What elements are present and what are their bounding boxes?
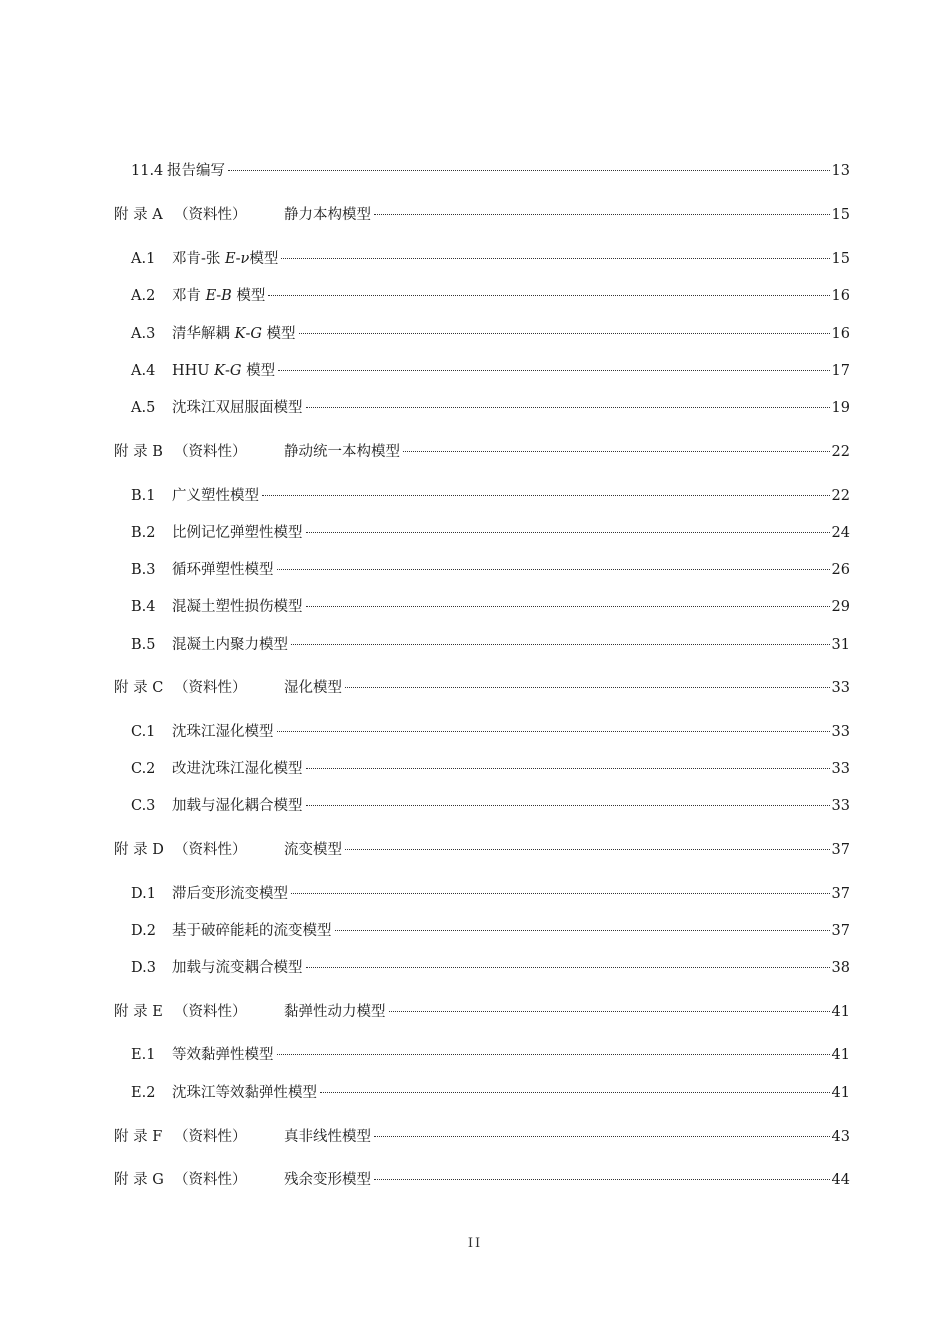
toc-entry-title: 广义塑性模型 [172, 488, 259, 504]
toc-entry-label [131, 598, 303, 616]
toc-entry-label [131, 325, 296, 343]
toc-entry-label [131, 362, 275, 380]
toc-entry-number: E.1 [131, 1047, 156, 1063]
toc-entry-label [131, 723, 274, 741]
toc-page-number: 15 [831, 251, 850, 267]
toc-entry-label [131, 760, 303, 778]
toc-entry-number: 附 录 F [114, 1129, 163, 1145]
toc-entry-number: C.2 [131, 761, 156, 777]
toc-entry-number: B.4 [131, 599, 156, 615]
toc-page-number: 33 [831, 724, 850, 740]
toc-entry-title: 加载与流变耦合模型 [172, 960, 303, 976]
toc-entry-number: B.2 [131, 525, 156, 541]
toc-appendix-entry[interactable] [114, 679, 850, 697]
toc-entry-title: 报告编写 [167, 163, 225, 179]
dot-leader [281, 258, 829, 259]
dot-leader [278, 370, 829, 371]
toc-section-entry[interactable] [131, 162, 850, 180]
dot-leader [374, 1136, 830, 1137]
toc-page-number: 29 [831, 599, 850, 615]
dot-leader [228, 170, 830, 171]
toc-appendix-type: （资料性） [174, 444, 247, 460]
toc-entry-number: E.2 [131, 1085, 156, 1101]
toc-entry-label [114, 1003, 386, 1021]
toc-page-number: 24 [831, 525, 850, 541]
toc-section-entry[interactable] [131, 524, 850, 542]
toc-appendix-type: （资料性） [174, 1172, 247, 1188]
toc-section-entry[interactable] [131, 561, 850, 579]
toc-entry-title: 沈珠江等效黏弹性模型 [172, 1085, 317, 1101]
toc-page-number: 16 [831, 288, 850, 304]
dot-leader [345, 687, 830, 688]
toc-entry-label [114, 1171, 371, 1189]
toc-page-number: 31 [831, 637, 850, 653]
toc-entry-title: 清华解耦 K-G 模型 [172, 326, 296, 342]
dot-leader [306, 407, 830, 408]
toc-entry-number: A.5 [131, 400, 156, 416]
toc-appendix-type: （资料性） [174, 842, 247, 858]
dot-leader [306, 967, 830, 968]
toc-entry-number: 附 录 B [114, 444, 163, 460]
toc-entry-label [131, 487, 259, 505]
toc-entry-title: 流变模型 [284, 842, 342, 858]
toc-page-number: 15 [831, 207, 850, 223]
toc-section-entry[interactable] [131, 959, 850, 977]
toc-page-number: 41 [831, 1004, 850, 1020]
dot-leader [299, 333, 830, 334]
dot-leader [374, 1179, 830, 1180]
dot-leader [268, 295, 829, 296]
toc-entry-number: A.1 [131, 251, 156, 267]
toc-entry-label [131, 287, 265, 305]
toc-section-entry[interactable] [131, 885, 850, 903]
toc-appendix-type: （资料性） [174, 207, 247, 223]
toc-entry-label [131, 1046, 274, 1064]
toc-entry-number: B.1 [131, 488, 156, 504]
toc-section-entry[interactable] [131, 1084, 850, 1102]
toc-entry-title: 改进沈珠江湿化模型 [172, 761, 303, 777]
toc-entry-title: 静力本构模型 [284, 207, 371, 223]
toc-appendix-entry[interactable] [114, 443, 850, 461]
toc-entry-title: 循环弹塑性模型 [172, 562, 274, 578]
toc-entry-title: 沈珠江湿化模型 [172, 724, 274, 740]
toc-page-number: 16 [831, 326, 850, 342]
toc-entry-label [131, 524, 303, 542]
dot-leader [335, 930, 830, 931]
toc-page-number: 44 [831, 1172, 850, 1188]
toc-page-number: 38 [831, 960, 850, 976]
toc-entry-number: 附 录 A [114, 207, 163, 223]
toc-entry-title: 湿化模型 [284, 680, 342, 696]
toc-entry-label [131, 250, 278, 268]
dot-leader [306, 532, 830, 533]
toc-page-number: 13 [831, 163, 850, 179]
toc-entry-title: 滞后变形流变模型 [172, 886, 288, 902]
toc-entry-label [114, 1128, 371, 1146]
toc-entry-number: D.1 [131, 886, 156, 902]
toc-section-entry[interactable] [131, 723, 850, 741]
toc-entry-label [114, 206, 371, 224]
dot-leader [277, 569, 830, 570]
toc-page-number: 37 [831, 886, 850, 902]
dot-leader [320, 1092, 830, 1093]
toc-section-entry[interactable] [131, 487, 850, 505]
dot-leader [277, 1054, 830, 1055]
toc-entry-label [131, 636, 288, 654]
toc-appendix-entry[interactable] [114, 206, 850, 224]
toc-entry-title: 残余变形模型 [284, 1172, 371, 1188]
toc-entry-title: 邓肯 E-B 模型 [172, 288, 266, 304]
toc-entry-number: 附 录 D [114, 842, 164, 858]
toc-appendix-type: （资料性） [174, 1004, 247, 1020]
toc-section-entry[interactable] [131, 325, 850, 343]
toc-page-number: 19 [831, 400, 850, 416]
toc-entry-number: B.3 [131, 562, 156, 578]
toc-entry-number: A.3 [131, 326, 156, 342]
toc-entry-number: C.1 [131, 724, 156, 740]
toc-entry-number: 11.4 [131, 163, 164, 179]
toc-page-number: 43 [831, 1129, 850, 1145]
dot-leader [306, 805, 830, 806]
toc-entry-number: A.2 [131, 288, 156, 304]
dot-leader [262, 495, 830, 496]
dot-leader [277, 731, 830, 732]
toc-appendix-type: （资料性） [174, 1129, 247, 1145]
toc-page-number: 17 [831, 363, 850, 379]
toc-entry-title: HHU K-G 模型 [172, 363, 276, 379]
toc-page-number: 37 [831, 842, 850, 858]
toc-appendix-entry[interactable] [114, 1128, 850, 1146]
dot-leader [389, 1011, 830, 1012]
toc-entry-number: 附 录 E [114, 1004, 163, 1020]
dot-leader [306, 606, 830, 607]
toc-entry-title: 混凝土内聚力模型 [172, 637, 288, 653]
dot-leader [403, 451, 830, 452]
toc-entry-number: D.2 [131, 923, 156, 939]
toc-appendix-type: （资料性） [174, 680, 247, 696]
toc-section-entry[interactable] [131, 287, 850, 305]
dot-leader [374, 214, 830, 215]
dot-leader [306, 768, 830, 769]
toc-entry-label [114, 443, 400, 461]
toc-section-entry[interactable] [131, 922, 850, 940]
toc-entry-label [131, 1084, 317, 1102]
toc-section-entry[interactable] [131, 760, 850, 778]
toc-page-number: 22 [831, 488, 850, 504]
toc-entry-title: 邓肯-张 E-ν模型 [172, 251, 279, 267]
page-number: II [467, 1236, 483, 1251]
toc-entry-label [131, 797, 303, 815]
toc-entry-title: 等效黏弹性模型 [172, 1047, 274, 1063]
toc-entry-number: C.3 [131, 798, 156, 814]
toc-entry-title: 静动统一本构模型 [284, 444, 400, 460]
toc-section-entry[interactable] [131, 250, 850, 268]
dot-leader [345, 849, 830, 850]
toc-section-entry[interactable] [131, 797, 850, 815]
toc-entry-number: A.4 [131, 363, 156, 379]
toc-entry-title: 黏弹性动力模型 [284, 1004, 386, 1020]
toc-section-entry[interactable] [131, 362, 850, 380]
toc-page-number: 41 [831, 1047, 850, 1063]
toc-entry-label [131, 399, 303, 417]
toc-page-number: 33 [831, 680, 850, 696]
toc-entry-title: 沈珠江双屈服面模型 [172, 400, 303, 416]
toc-entry-title: 基于破碎能耗的流变模型 [172, 923, 332, 939]
toc-section-entry[interactable] [131, 636, 850, 654]
toc-entry-number: D.3 [131, 960, 156, 976]
toc-entry-number: 附 录 G [114, 1172, 164, 1188]
toc-entry-label [114, 841, 342, 859]
toc-entry-title: 混凝土塑性损伤模型 [172, 599, 303, 615]
toc-section-entry[interactable] [131, 399, 850, 417]
dot-leader [291, 644, 830, 645]
toc-appendix-entry[interactable] [114, 1171, 850, 1189]
toc-entry-label [131, 885, 288, 903]
toc-entry-title: 加载与湿化耦合模型 [172, 798, 303, 814]
toc-page-number: 33 [831, 798, 850, 814]
toc-entry-number: 附 录 C [114, 680, 164, 696]
toc-entry-label [131, 561, 274, 579]
dot-leader [291, 893, 830, 894]
toc-page-number: 41 [831, 1085, 850, 1101]
toc-page-number: 37 [831, 923, 850, 939]
toc-entry-title: 比例记忆弹塑性模型 [172, 525, 303, 541]
toc-entry-label [131, 959, 303, 977]
toc-entry-label [114, 679, 342, 697]
toc-page-number: 22 [831, 444, 850, 460]
toc-entry-label [131, 162, 225, 180]
toc-page-number: 33 [831, 761, 850, 777]
toc-entry-title: 真非线性模型 [284, 1129, 371, 1145]
toc-entry-number: B.5 [131, 637, 156, 653]
toc-section-entry[interactable] [131, 598, 850, 616]
toc-page-number: 26 [831, 562, 850, 578]
toc-entry-label [131, 922, 332, 940]
toc-appendix-entry[interactable] [114, 841, 850, 859]
toc-appendix-entry[interactable] [114, 1003, 850, 1021]
toc-section-entry[interactable] [131, 1046, 850, 1064]
